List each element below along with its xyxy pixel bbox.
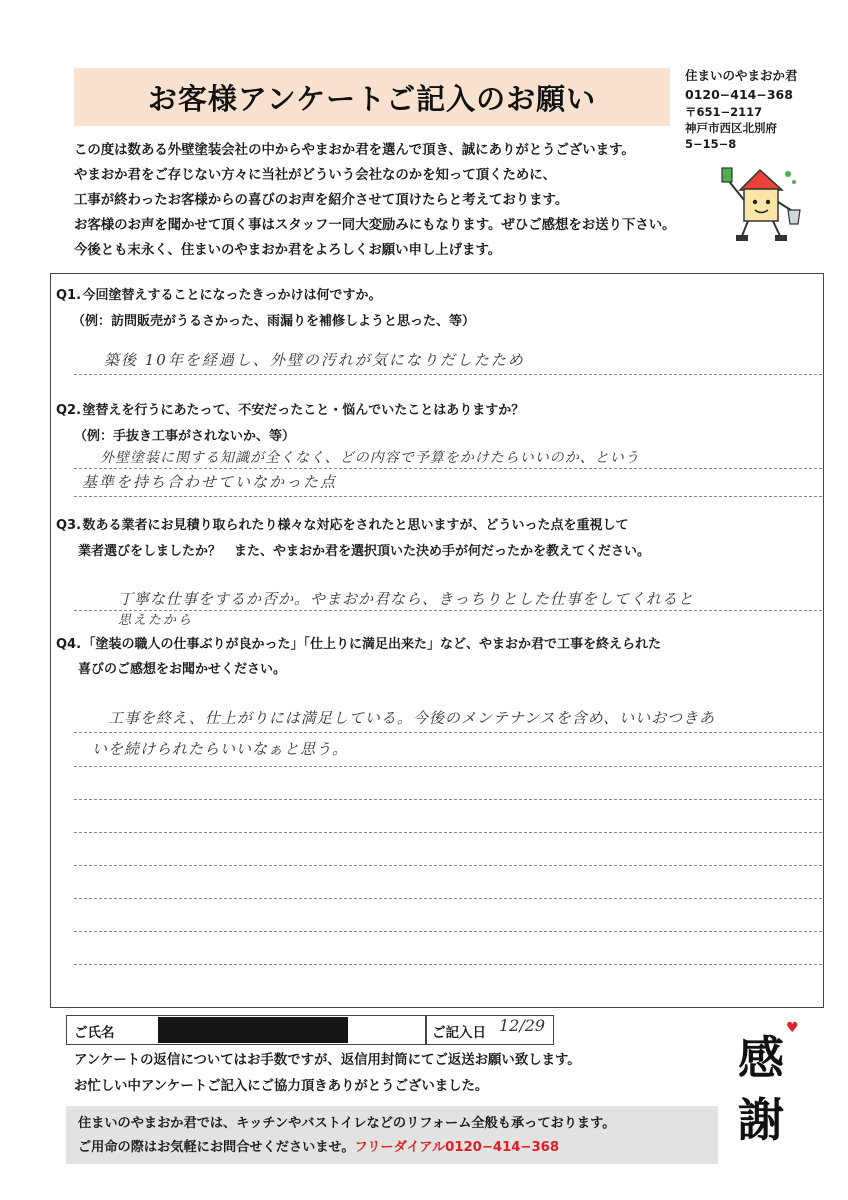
answer-3-line-1: 丁寧な仕事をするか否か。やまおか君なら、きっちりとした仕事をしてくれると xyxy=(118,590,695,608)
answer-rule xyxy=(74,799,822,800)
bottom-banner xyxy=(66,1106,718,1164)
heart-icon: ♥ xyxy=(786,1020,799,1036)
company-address-1: 神戸市西区北別府 xyxy=(685,121,777,135)
answer-rule xyxy=(74,496,822,497)
kansha-char-1: 感 xyxy=(738,1031,784,1085)
answer-rule xyxy=(74,468,822,469)
field-divider xyxy=(425,1015,427,1045)
question-1 xyxy=(56,285,382,306)
question-number: Q3. xyxy=(56,518,82,533)
kansha-char-2: 謝 xyxy=(738,1093,784,1147)
answer-3-line-2: 思えたから xyxy=(118,613,194,628)
answer-4-line-2: いを続けられたらいいなぁと思う。 xyxy=(92,740,349,758)
free-dial-number: フリーダイアル0120−414−368 xyxy=(354,1140,560,1155)
name-label: ご氏名 xyxy=(74,1025,115,1041)
intro-text xyxy=(74,138,676,263)
question-4 xyxy=(56,634,661,655)
company-postal: 〒651−2117 xyxy=(685,105,763,119)
answer-2-line-2: 基準を持ち合わせていなかった点 xyxy=(82,473,338,491)
answer-2-line-1: 外壁塗装に関する知識が全くなく、どの内容で予算をかけたらいいのか、という xyxy=(100,450,640,466)
answer-rule xyxy=(74,898,822,899)
question-2 xyxy=(56,400,524,421)
intro-line: 工事が終わったお客様からの喜びのお声を紹介させて頂けたらと考えております。 xyxy=(74,193,569,208)
answer-1-line-1: 築後 10年を経過し、外壁の汚れが気になりだしたため xyxy=(104,351,525,369)
intro-line: 今後とも末永く、住まいのやまおか君をよろしくお願い申し上げます。 xyxy=(74,243,502,258)
company-info xyxy=(685,66,798,152)
answer-rule xyxy=(74,832,822,833)
question-number: Q2. xyxy=(56,403,82,418)
answer-rule xyxy=(74,374,822,375)
question-number: Q4. xyxy=(56,637,82,652)
question-number: Q1. xyxy=(56,288,82,303)
answer-rule xyxy=(74,865,822,866)
question-4-line-2: 喜びのご感想をお聞かせください。 xyxy=(78,662,287,677)
page-title: お客様アンケートご記入のお願い xyxy=(74,68,670,126)
bottom-line-2 xyxy=(78,1136,706,1160)
intro-line: お客様のお声を聞かせて頂く事はスタッフ一同大変励みにもなります。ぜひご感想をお送り下さい。 xyxy=(74,218,676,233)
question-text: 塗替えを行うにあたって、不安だったこと・悩んでいたことはありますか？ xyxy=(82,403,525,418)
answer-4-line-1: 工事を終え、仕上がりには満足している。今後のメンテナンスを含め、いいおつきあ xyxy=(108,709,715,727)
question-text: 「塗装の職人の仕事ぶりが良かった」「仕上りに満足出来た」など、やまおか君で工事を終えられた xyxy=(82,637,662,652)
question-2-example: （例：手抜き工事がされないか、等） xyxy=(74,429,296,444)
company-address-2: 5−15−8 xyxy=(685,137,737,151)
question-1-example: （例：訪問販売がうるさかった、雨漏りを補修しようと思った、等） xyxy=(72,314,476,329)
intro-line: やまおか君をご存じない方々に当社がどういう会社なのかを知って頂くために、 xyxy=(74,168,557,183)
answer-rule xyxy=(74,732,822,733)
question-text: 数ある業者にお見積り取られたり様々な対応をされたと思いますが、どういった点を重視して xyxy=(82,518,629,533)
answer-rule xyxy=(74,766,822,767)
mascot-house-painter-icon xyxy=(718,160,804,244)
name-redaction xyxy=(158,1017,348,1043)
question-3 xyxy=(56,515,629,536)
answer-rule xyxy=(74,931,822,932)
company-phone: 0120−414−368 xyxy=(685,87,793,102)
answer-rule xyxy=(74,964,822,965)
closing-note xyxy=(74,1048,581,1100)
bottom-line-1: 住まいのやまおか君では、キッチンやバストイレなどのリフォーム全般も承っております。 xyxy=(78,1116,616,1131)
date-label: ご記入日 xyxy=(432,1025,486,1041)
company-name: 住まいのやまおか君 xyxy=(685,68,798,83)
date-value: 12/29 xyxy=(499,1016,546,1035)
bottom-line-2-text: ご用命の際はお気軽にお問合せくださいませ。 xyxy=(78,1140,355,1155)
closing-line: アンケートの返信についてはお手数ですが、返信用封筒にてご返送お願い致します。 xyxy=(74,1053,581,1068)
closing-line: お忙しい中アンケートご記入にご協力頂きありがとうございました。 xyxy=(74,1079,489,1094)
intro-line: この度は数ある外壁塗装会社の中からやまおか君を選んで頂き、誠にありがとうございます。 xyxy=(74,143,635,158)
question-text: 今回塗替えすることになったきっかけは何ですか。 xyxy=(82,288,382,303)
question-3-line-2: 業者選びをしましたか？ また、やまおか君を選択頂いた決め手が何だったかを教えてください。 xyxy=(78,544,651,559)
